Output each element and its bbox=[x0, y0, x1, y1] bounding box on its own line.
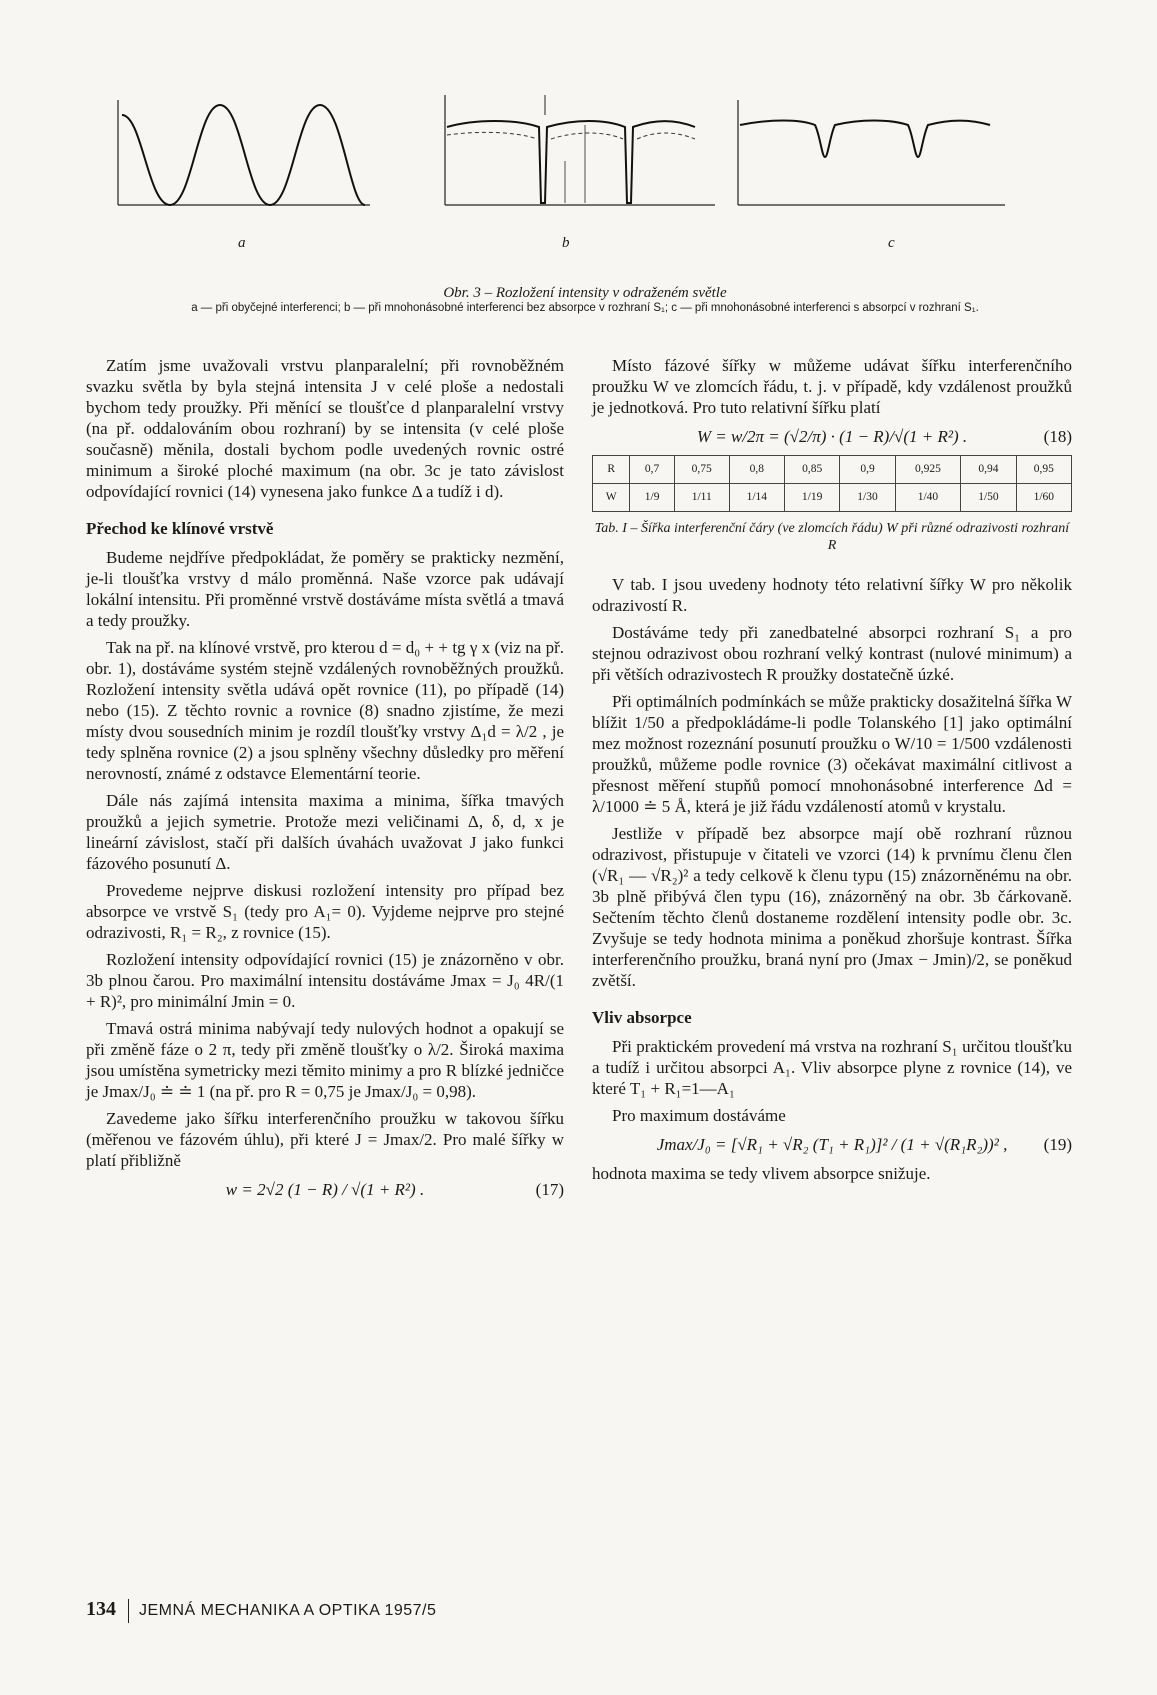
page-footer bbox=[86, 1598, 436, 1623]
label-c: c bbox=[888, 235, 895, 251]
paragraph: Dále nás zajímá intensita maxima a minima, šířka tmavých proužků a jejich symetrie. Protože mezi veličinami Δ, δ, d, x je lineární závislost, stačí při dalších úvahách uvažovat J jako funkci fázového posunutí Δ. bbox=[86, 791, 564, 873]
figure-caption-body: a — při obyčejné interferenci; b — při mnohonásobné interferenci bez absorpce v rozhraní S₁; c — při mnohonásobné interferenci s absorpcí v rozhraní S₁. bbox=[191, 302, 979, 314]
paragraph: Dostáváme tedy při zanedbatelné absorpci rozhraní S₁ a pro stejnou odrazivost obou rozhraní velký kontrast (nulové minimum) a při větších odrazivostech R proužky dostatečně úzké. bbox=[592, 623, 1072, 684]
table-cell: 0,95 bbox=[1016, 456, 1071, 484]
label-b: b bbox=[562, 235, 570, 251]
paragraph: Při praktickém provedení má vrstva na rozhraní S₁ určitou tloušťku a tudíž i určitou absorpci A₁. Vliv absorpce plyne z rovnice (14), ve které T₁ + R₁=1—A₁ bbox=[592, 1037, 1072, 1098]
figure-caption-title: Obr. 3 – Rozložení intensity v odraženém světle bbox=[443, 285, 727, 301]
graph-c bbox=[730, 95, 1020, 225]
equation-17-number: (17) bbox=[535, 1180, 564, 1199]
graph-b bbox=[435, 85, 725, 225]
table-cell: 0,75 bbox=[674, 456, 729, 484]
footer-divider bbox=[128, 1599, 129, 1623]
right-column bbox=[592, 355, 1072, 1190]
equation-19-number: (19) bbox=[1043, 1135, 1072, 1154]
paragraph: V tab. I jsou uvedeny hodnoty této relativní šířky W pro několik odrazivostí R. bbox=[592, 575, 1072, 615]
paragraph: Budeme nejdříve předpokládat, že poměry se prakticky nezmění, je-li tloušťka vrstvy d málo proměnná. Naše vzorce pak udávají lokální intensitu. Při proměnné vrstvě dostáváme místa světlá a tmavá a tedy proužky. bbox=[86, 548, 564, 630]
equation-19-body: Jmax/J₀ = [√R₁ + √R₂ (T₁ + R₁)]² / (1 + √(R₁R₂))² , bbox=[656, 1135, 1008, 1154]
label-a: a bbox=[238, 235, 246, 251]
table-cell: 1/9 bbox=[630, 484, 675, 512]
graph-a bbox=[110, 95, 380, 225]
page-number: 134 bbox=[86, 1598, 116, 1620]
equation-18-body: W = w/2π = (√2/π) · (1 − R)/√(1 + R²) . bbox=[696, 427, 968, 446]
table-1 bbox=[592, 455, 1072, 512]
equation-18-number: (18) bbox=[1043, 427, 1072, 446]
paragraph: Tmavá ostrá minima nabývají tedy nulových hodnot a opakují se při změně fáze o 2 π, tedy při změně tloušťky o λ/2. Široká maxima jsou umístěna symetricky mezi těmito minimy a pro R blízké jedničce je Jmax/J₀ ≐ ≐ 1 (na př. pro R = 0,75 je Jmax/J₀ = 0,98). bbox=[86, 1019, 564, 1101]
paragraph: Při optimálních podmínkách se může prakticky dosažitelná šířka W blížit 1/50 a předpokládáme-li podle Tolanského [1] jako optimální mez možnost rozeznání posunutí proužku o W/10 = 1/500 vzdálenosti proužků, můžeme podle rovnice (3) očekávat maximální citlivost a přesnost měření stupňů pomocí mnohonásobné interference Δd = λ/1000 ≐ 5 Å, která je již řádu vzdáleností atomů v krystalu. bbox=[592, 692, 1072, 816]
paragraph: Zatím jsme uvažovali vrstvu planparalelní; při rovnoběžném svazku světla by byla stejná intensita J v celé ploše a nedostali bychom tedy proužky. Při měnící se tloušťce d planparalelní vrstvy (na př. oddalováním obou rozhraní) by se intensita (v celé ploše současně) měnila, dostali bychom podle uvedených rovnic ostré minimum a široké ploché maximum (na obr. 3c je tato závislost odpovídající rovnici (14) vynesena jako funkce Δ a tudíž i d). bbox=[86, 356, 564, 501]
paragraph: Rozložení intensity odpovídající rovnici (15) je znázorněno v obr. 3b plnou čarou. Pro maximální intensitu dostáváme Jmax = J₀ 4R/(1 + R)², pro minimální Jmin = 0. bbox=[86, 950, 564, 1011]
table-cell: W bbox=[593, 484, 630, 512]
table-cell: 1/30 bbox=[840, 484, 895, 512]
paragraph: Pro maximum dostáváme bbox=[612, 1106, 786, 1125]
section-heading: Vliv absorpce bbox=[592, 1008, 692, 1027]
equation-18 bbox=[592, 426, 1072, 447]
table-cell: 1/40 bbox=[895, 484, 961, 512]
paragraph: Zavedeme jako šířku interferenčního proužku w takovou šířku (měřenou ve fázovém úhlu), při které J = Jmax/2. Pro malé šířky w platí přibližně bbox=[86, 1109, 564, 1170]
table-cell: 0,94 bbox=[961, 456, 1016, 484]
paragraph: Místo fázové šířky w můžeme udávat šířku interferenčního proužku W ve zlomcích řádu, t. j. v případě, kdy vzdálenost proužků je jednotková. Pro tuto relativní šířku platí bbox=[592, 356, 1072, 417]
paragraph: hodnota maxima se tedy vlivem absorpce snižuje. bbox=[592, 1164, 931, 1183]
equation-17 bbox=[86, 1179, 564, 1200]
table-row-w bbox=[593, 484, 1072, 512]
paragraph: Provedeme nejprve diskusi rozložení intensity pro případ bez absorpce ve vrstvě S₁ (tedy pro A₁= 0). Vyjdeme nejprve pro stejné odrazivosti, R₁ = R₂, z rovnice (15). bbox=[86, 881, 564, 942]
table-cell: 1/11 bbox=[674, 484, 729, 512]
table-caption: Tab. I – Šířka interferenční čáry (ve zlomcích řádu) W při různé odrazivosti rozhraní R bbox=[594, 521, 1070, 553]
table-cell: 0,925 bbox=[895, 456, 961, 484]
table-row-r bbox=[593, 456, 1072, 484]
table-cell: 0,9 bbox=[840, 456, 895, 484]
table-cell: 1/19 bbox=[784, 484, 839, 512]
journal-name: JEMNÁ MECHANIKA A OPTIKA 1957/5 bbox=[139, 1602, 437, 1619]
table-cell: 0,7 bbox=[630, 456, 675, 484]
table-cell: 1/14 bbox=[729, 484, 784, 512]
paragraph: Jestliže v případě bez absorpce mají obě rozhraní různou odrazivost, přistupuje v čitateli ve vzorci (14) k prvnímu členu člen (√R₁ — √R₂)² a tedy celkově k členu typu (15) znázorněnému na obr. 3b plně přibývá člen typu (16), znázorněný na obr. 3b čárkovaně. Sečtením těchto členů dostaneme rozdělení intensity podle obr. 3c. Zvyšuje se tedy hodnota minima a poněkud zhoršuje kontrast. Šířka interferenčního proužku, braná nyní pro (Jmax − Jmin)/2, se poněkud zvětší. bbox=[592, 824, 1072, 990]
table-cell: 1/50 bbox=[961, 484, 1016, 512]
table-cell: R bbox=[593, 456, 630, 484]
paragraph: Tak na př. na klínové vrstvě, pro kterou d = d₀ + + tg γ x (viz na př. obr. 1), dostáváme systém stejně vzdálených rovnoběžných proužků. Rozložení intensity světla udává opět rovnice (11), po případě (14) nebo (15). Z těchto rovnic a rovnice (8) snadno zjistíme, že mezi místy dvou sousedních minim je rozdíl tloušťky vrstvy Δ₁d = λ/2 , je tedy splněna rovnice (2) a jsou splněny všechny důsledky pro měření nerovností, známé z odstavce Elementární teorie. bbox=[86, 638, 564, 783]
left-column bbox=[86, 355, 564, 1208]
equation-19 bbox=[592, 1134, 1072, 1155]
table-cell: 1/60 bbox=[1016, 484, 1071, 512]
section-heading: Přechod ke klínové vrstvě bbox=[86, 519, 274, 538]
table-cell: 0,8 bbox=[729, 456, 784, 484]
equation-17-body: w = 2√2 (1 − R) / √(1 + R²) . bbox=[225, 1180, 425, 1199]
table-cell: 0,85 bbox=[784, 456, 839, 484]
